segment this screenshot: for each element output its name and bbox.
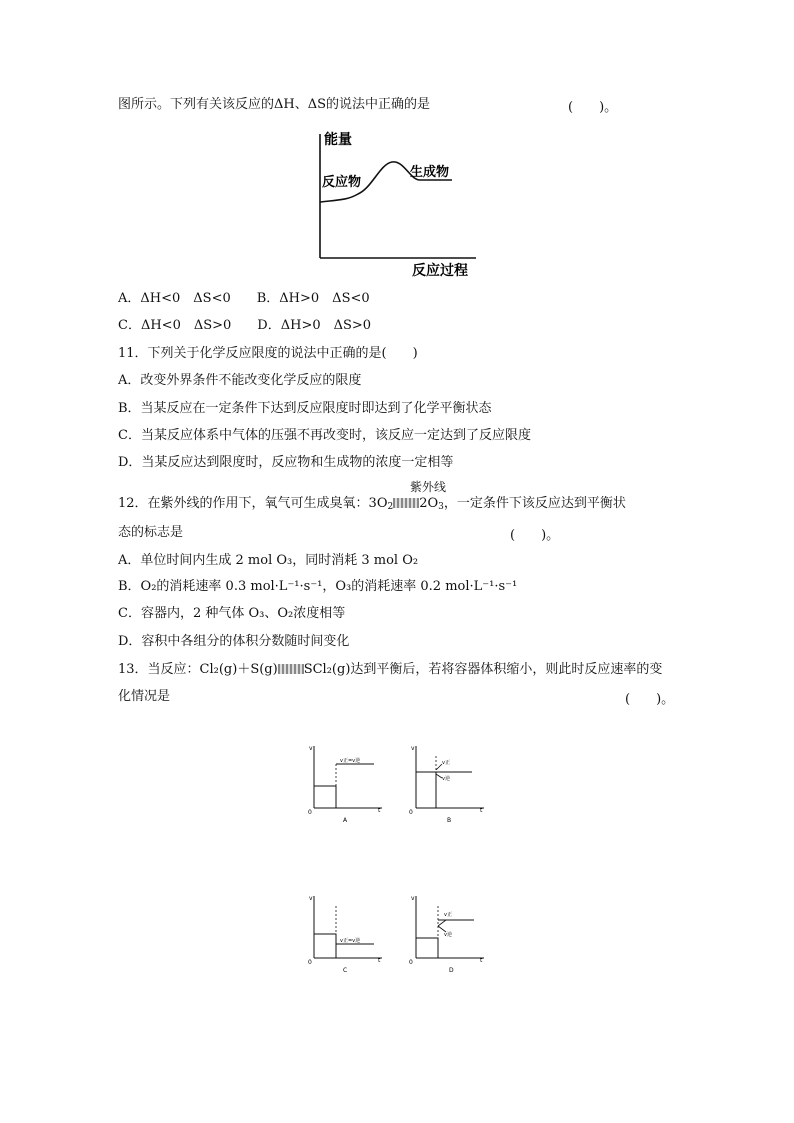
q10-options-row2: C．ΔH<0 ΔS>0 D．ΔH>0 ΔS>0 — [118, 318, 372, 333]
svg-text:0: 0 — [308, 959, 312, 966]
svg-text:v: v — [411, 895, 415, 902]
svg-text:v: v — [309, 745, 313, 752]
rate-graph-a — [306, 742, 386, 824]
q11-option-c: C．当某反应体系中气体的压强不再改变时，该反应一定达到了反应限度 — [118, 428, 531, 443]
rate-graph-c — [306, 892, 386, 974]
q12-option-c: C．容器内，2 种气体 O₃、O₂浓度相等 — [118, 606, 346, 621]
svg-text:C: C — [343, 967, 348, 974]
svg-text:v逆: v逆 — [444, 932, 452, 938]
q12-option-d: D．容积中各组分的体积分数随时间变化 — [118, 634, 350, 649]
q12-stem: 12．在紫外线的作用下，氧气可生成臭氧：$3O_2$ $2O_3$，一定条件下该反应达到平衡状 — [118, 496, 626, 512]
svg-text:0: 0 — [409, 809, 413, 816]
q10-answer-paren: ( )。 — [568, 100, 618, 115]
graph-xlabel: 反应过程 — [412, 263, 468, 279]
q12-stem-line2: 态的标志是 — [118, 525, 184, 540]
graph-ylabel: 能量 — [324, 132, 352, 148]
svg-text:v正=v逆: v正=v逆 — [340, 758, 361, 764]
equilibrium-arrow-icon — [278, 664, 304, 674]
q10-intro: 图所示。下列有关该反应的ΔH、ΔS的说法中正确的是 — [118, 97, 431, 112]
energy-profile-graph — [300, 128, 490, 280]
svg-text:t: t — [480, 807, 483, 814]
svg-text:v正: v正 — [444, 912, 452, 918]
q11-option-d: D．当某反应达到限度时，反应物和生成物的浓度一定相等 — [118, 455, 454, 470]
svg-text:t: t — [378, 957, 381, 964]
svg-text:v逆: v逆 — [442, 776, 450, 782]
rate-graph-d — [404, 892, 488, 974]
q13-stem-line2: 化情况是 — [118, 689, 171, 704]
q13-stem: 13．当反应：Cl₂(g)＋S(g) SCl₂(g)达到平衡后，若将容器体积缩小，则此时反应速率的变 — [118, 662, 663, 677]
svg-text:D: D — [449, 967, 454, 974]
svg-text:t: t — [378, 807, 381, 814]
q12-option-b: B．O₂的消耗速率 0.3 mol·L⁻¹·s⁻¹，O₃的消耗速率 0.2 mol·L⁻¹·s⁻¹ — [118, 579, 518, 594]
q12-option-a: A．单位时间内生成 2 mol O₃，同时消耗 3 mol O₂ — [118, 553, 419, 568]
svg-text:A: A — [343, 817, 348, 824]
svg-text:v正=v逆: v正=v逆 — [340, 938, 361, 944]
q11-option-b: B．当某反应在一定条件下达到反应限度时即达到了化学平衡状态 — [118, 401, 492, 416]
q11-option-a: A．改变外界条件不能改变化学反应的限度 — [118, 373, 362, 388]
svg-text:v正: v正 — [442, 760, 450, 766]
q12-answer-paren: ( )。 — [510, 528, 560, 543]
uv-condition-label: 紫外线 — [410, 480, 447, 494]
svg-text:B: B — [447, 817, 452, 824]
equilibrium-arrow-icon — [393, 498, 419, 508]
svg-text:0: 0 — [308, 809, 312, 816]
q10-options-row1: A．ΔH<0 ΔS<0 B．ΔH>0 ΔS<0 — [118, 291, 370, 306]
svg-text:0: 0 — [409, 959, 413, 966]
rate-graph-b — [404, 742, 488, 824]
svg-text:v: v — [309, 895, 313, 902]
q11-stem: 11．下列关于化学反应限度的说法中正确的是( ) — [118, 346, 418, 361]
svg-text:v: v — [411, 745, 415, 752]
graph-reactant-label: 反应物 — [322, 175, 362, 190]
graph-product-label: 生成物 — [410, 165, 450, 180]
q13-answer-paren: ( )。 — [625, 692, 675, 707]
svg-text:t: t — [480, 957, 483, 964]
